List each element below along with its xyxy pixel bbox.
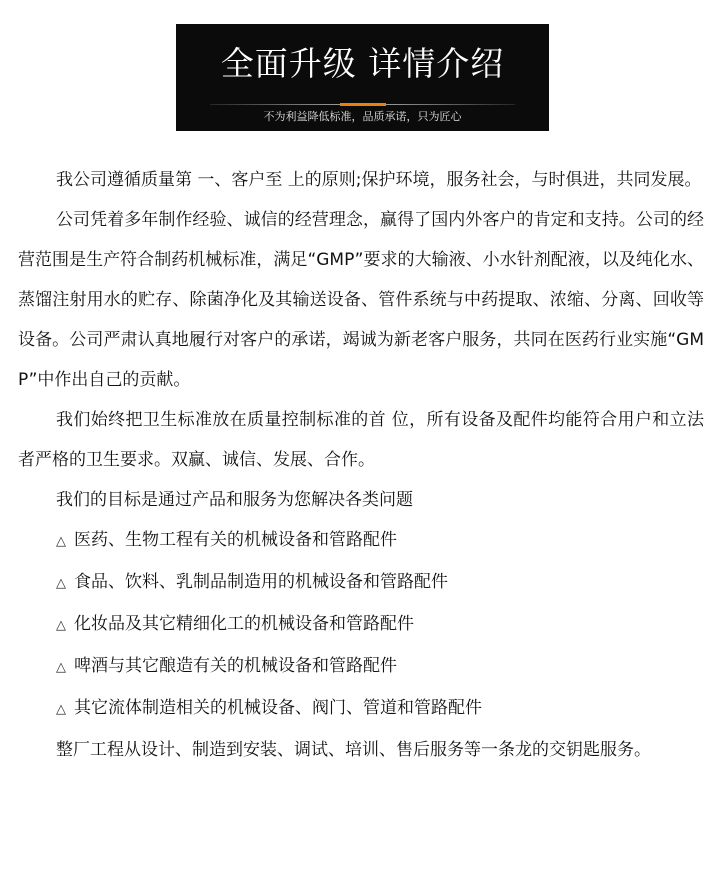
banner-accent-bar	[340, 103, 386, 106]
paragraph-hygiene-standard: 我们始终把卫生标准放在质量控制标准的首 位，所有设备及配件均能符合用户和立法者严格的卫生要求。双赢、诚信、发展、合作。	[18, 410, 704, 470]
list-item-label: 医药、生物工程有关的机械设备和管路配件	[74, 530, 397, 550]
list-item-label: 化妆品及其它精细化工的机械设备和管路配件	[74, 614, 414, 634]
banner-subtitle: 不为利益降低标准，品质承诺，只为匠心	[263, 110, 462, 123]
list-item	[18, 646, 704, 688]
list-item-label: 啤酒与其它酿造有关的机械设备和管路配件	[74, 656, 397, 676]
triangle-icon: △	[56, 618, 66, 633]
list-item-label: 其它流体制造相关的机械设备、阀门、管道和管路配件	[74, 698, 482, 718]
list-item-label: 食品、饮料、乳制品制造用的机械设备和管路配件	[74, 572, 448, 592]
triangle-icon: △	[56, 660, 66, 675]
paragraph-business-scope: 公司凭着多年制作经验、诚信的经营理念，赢得了国内外客户的肯定和支持。公司的经营范围是生产符合制药机械标准，满足“GMP”要求的大输液、小水针剂配液，以及纯化水、蒸馏注射用水的贮存、除菌净化及其输送设备、管件系统与中药提取、浓缩、分离、回收等设备。公司严肃认真地履行对客户的承诺，竭诚为新老客户服务，共同在医药行业实施“GMP”中作出自己的贡献。	[18, 210, 704, 390]
triangle-icon: △	[56, 534, 66, 549]
paragraph-turnkey-service: 整厂工程从设计、制造到安装、调试、培训、售后服务等一条龙的交钥匙服务。	[56, 740, 651, 760]
paragraph-principles: 我公司遵循质量第 一、客户至 上的原则;保护环境，服务社会，与时俱进，共同发展。	[56, 170, 702, 190]
paragraph-goal: 我们的目标是通过产品和服务为您解决各类问题	[56, 490, 413, 510]
list-item	[18, 562, 704, 604]
header-banner	[176, 24, 549, 131]
triangle-icon: △	[56, 702, 66, 717]
list-item	[18, 520, 704, 562]
list-item	[18, 604, 704, 646]
triangle-icon: △	[56, 576, 66, 591]
banner-title: 全面升级 详情介绍	[220, 44, 505, 83]
list-item	[18, 688, 704, 730]
company-description	[18, 160, 704, 770]
